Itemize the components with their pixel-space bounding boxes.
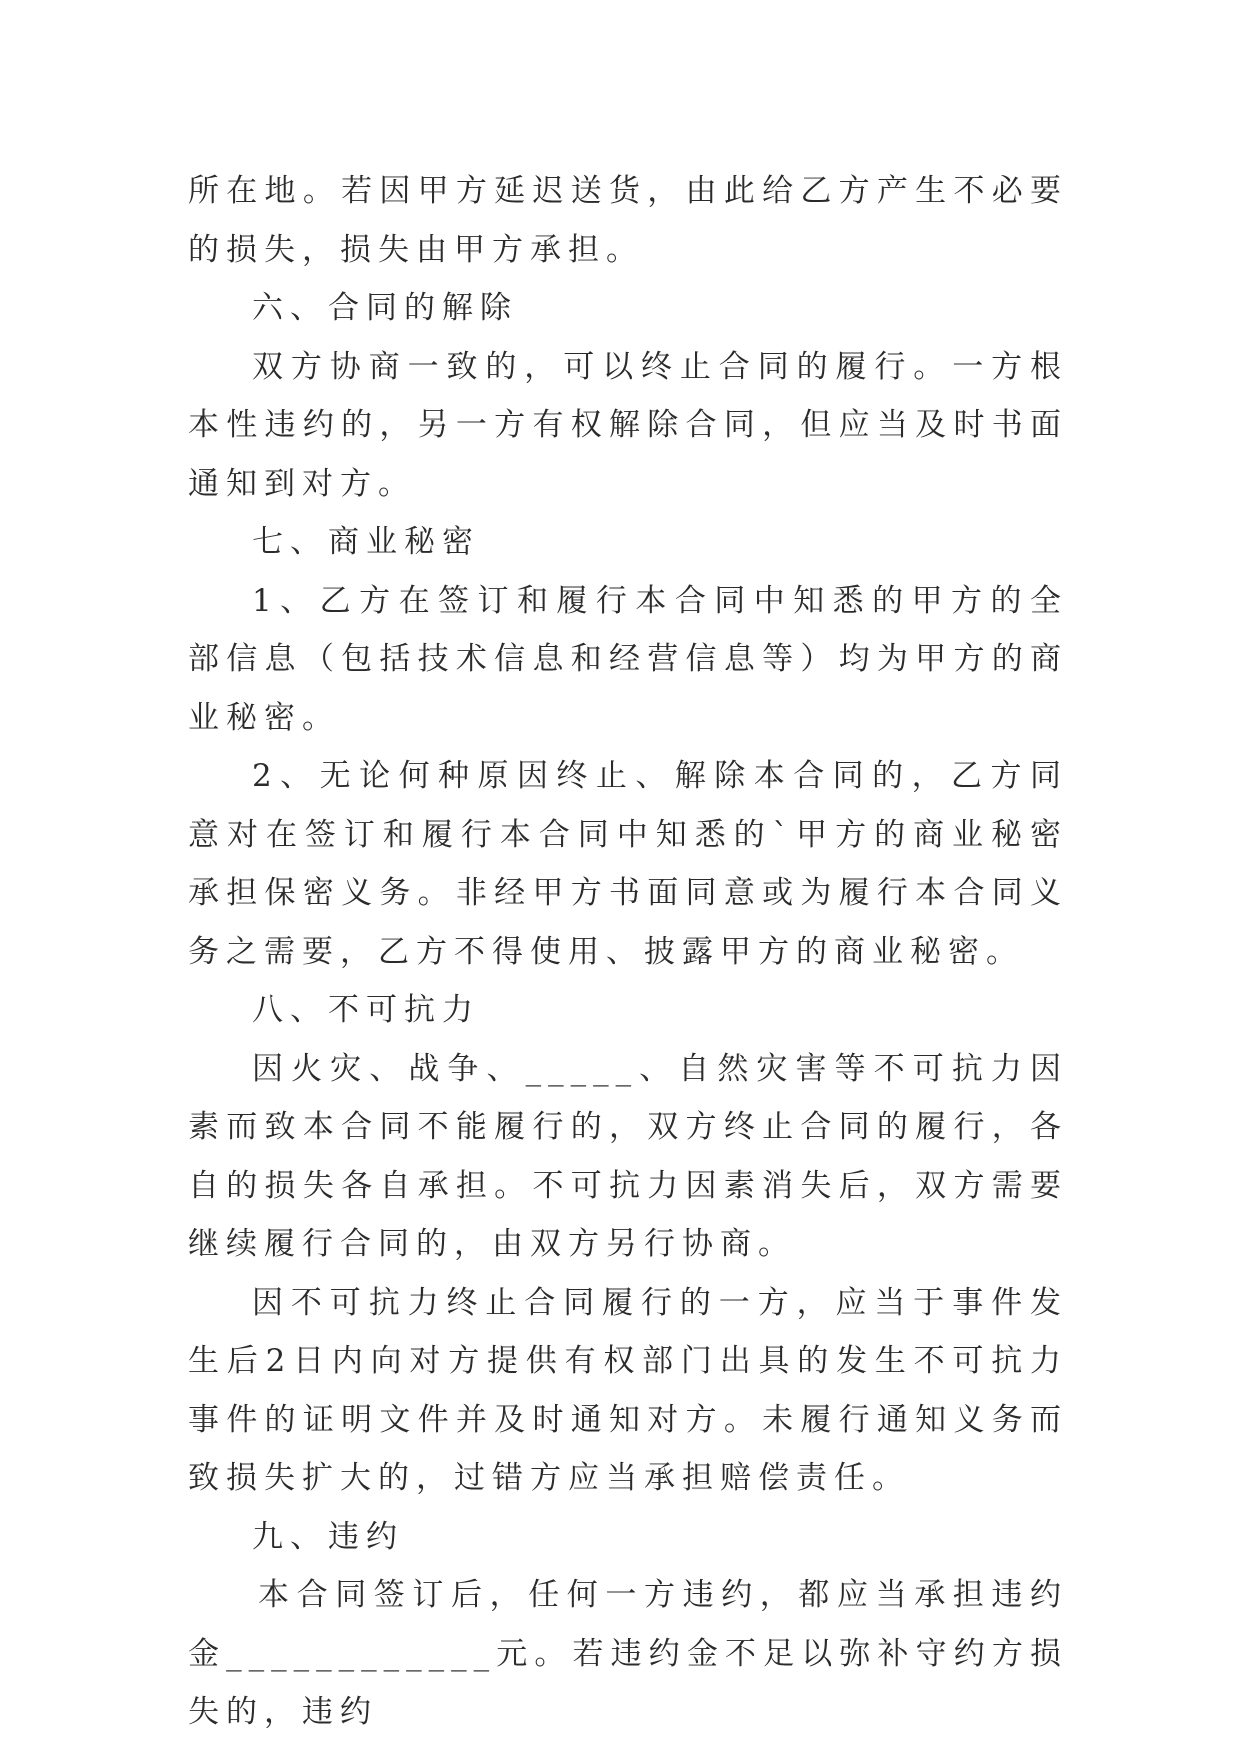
section-heading-trade-secrets: 七、商业秘密 [252, 524, 480, 560]
section-heading-breach: 九、违约 [252, 1518, 404, 1555]
paragraph-continuation: 所在地。若因甲方延迟送货，由此给乙方产生不必要的损失，损失由甲方承担。 [188, 173, 1068, 268]
paragraph-termination: 双方协商一致的，可以终止合同的履行。一方根本性违约的，另一方有权解除合同，但应当及时书面通知到对方。 [188, 348, 1068, 502]
paragraph-force-majeure-1: 因火灾、战争、_____、自然灾害等不可抗力因素而致本合同不能履行的，双方终止合同的履行，各自的损失各自承担。不可抗力因素消失后，双方需要继续履行合同的，由双方另行协商。 [188, 1050, 1068, 1262]
section-heading-force-majeure: 八、不可抗力 [252, 992, 480, 1028]
paragraph-breach: 本合同签订后，任何一方违约，都应当承担违约金____________元。若违约金不足以弥补守约方损失的，违约 [188, 1577, 1068, 1730]
paragraph-force-majeure-2: 因不可抗力终止合同履行的一方，应当于事件发生后2日内向对方提供有权部门出具的发生不可抗力事件的证明文件并及时通知对方。未履行通知义务而致损失扩大的，过错方应当承担赔偿责任。 [188, 1284, 1068, 1496]
paragraph-trade-secrets-1: 1、乙方在签订和履行本合同中知悉的甲方的全部信息（包括技术信息和经营信息等）均为甲方的商业秘密。 [188, 582, 1068, 736]
document-body [188, 162, 1068, 1742]
paragraph-trade-secrets-2: 2、无论何种原因终止、解除本合同的，乙方同意对在签订和履行本合同中知悉的`甲方的商业秘密承担保密义务。非经甲方书面同意或为履行本合同义务之需要，乙方不得使用、披露甲方的商业秘密。 [188, 758, 1068, 970]
section-heading-termination: 六、合同的解除 [252, 290, 518, 326]
